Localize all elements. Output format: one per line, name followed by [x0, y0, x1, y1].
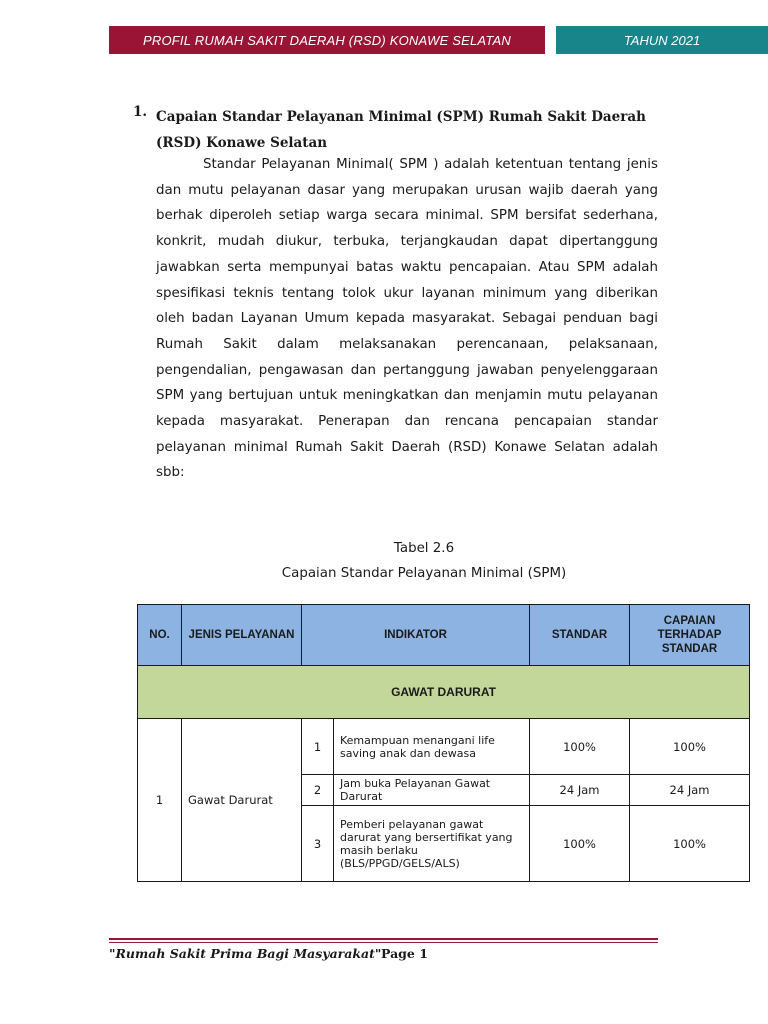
- section-title: Capaian Standar Pelayanan Minimal (SPM) Rumah Sakit Daerah (RSD) Konawe Selatan: [156, 109, 646, 151]
- achievement-value: 24 Jam: [630, 775, 750, 806]
- indicator-text: Pemberi pelayanan gawat darurat yang bersertifikat yang masih berlaku (BLS/PPGD/GELS/ALS): [334, 806, 530, 882]
- indicator-index: 1: [302, 719, 334, 775]
- header-capaian: CAPAIAN TERHADAP STANDAR: [630, 605, 750, 666]
- section-number: 1.: [133, 104, 148, 120]
- footer-divider: [109, 938, 658, 940]
- header-no: NO.: [138, 605, 182, 666]
- footer-divider-thin: [109, 942, 658, 943]
- indicator-index: 3: [302, 806, 334, 882]
- service-name: Gawat Darurat: [182, 719, 302, 882]
- spm-table: [137, 604, 750, 882]
- service-number: 1: [138, 719, 182, 882]
- table-row: [138, 719, 750, 775]
- footer-motto: "Rumah Sakit Prima Bagi Masyarakat": [109, 946, 382, 961]
- group-row: [138, 666, 750, 719]
- standard-value: 24 Jam: [530, 775, 630, 806]
- header-standar: STANDAR: [530, 605, 630, 666]
- achievement-value: 100%: [630, 806, 750, 882]
- table-title: Capaian Standar Pelayanan Minimal (SPM): [281, 566, 567, 581]
- indicator-text: Kemampuan menangani life saving anak dan dewasa: [334, 719, 530, 775]
- table-number: Tabel 2.6: [393, 541, 455, 556]
- standard-value: 100%: [530, 719, 630, 775]
- header-indikator: INDIKATOR: [302, 605, 530, 666]
- page-number: Page 1: [381, 946, 428, 961]
- indicator-index: 2: [302, 775, 334, 806]
- achievement-value: 100%: [630, 719, 750, 775]
- section-paragraph: Standar Pelayanan Minimal( SPM ) adalah ketentuan tentang jenis dan mutu pelayanan dasar yang merupakan urusan wajib daerah yang berhak diperoleh setiap warga secara minimal. SPM bersifat sederhana, konkrit, mudah diukur, terbuka, terjangkaudan dapat dipertanggung jawabkan serta mempunyai batas waktu pencapaian. Atau SPM adalah spesifikasi teknis tentang tolok ukur layanan minimum yang diberikan oleh badan Layanan Umum kepada masyarakat. Sebagai penduan bagi Rumah Sakit dalam melaksanakan perencanaan, pelaksanaan, pengendalian, pengawasan dan pertanggung jawaban penyelenggaraan SPM yang bertujuan untuk meningkatkan dan menjamin mutu pelayanan kepada masyarakat. Penerapan dan rencana pencapaian standar pelayanan minimal Rumah Sakit Daerah (RSD) Konawe Selatan adalah sbb:: [156, 157, 658, 481]
- header-jenis-pelayanan: JENIS PELAYANAN: [182, 605, 302, 666]
- standard-value: 100%: [530, 806, 630, 882]
- group-label: GAWAT DARURAT: [138, 666, 750, 719]
- header-title-banner: PROFIL RUMAH SAKIT DAERAH (RSD) KONAWE SELATAN: [109, 26, 545, 54]
- header-year-banner: TAHUN 2021: [556, 26, 768, 54]
- table-header-row: [138, 605, 750, 666]
- indicator-text: Jam buka Pelayanan Gawat Darurat: [334, 775, 530, 806]
